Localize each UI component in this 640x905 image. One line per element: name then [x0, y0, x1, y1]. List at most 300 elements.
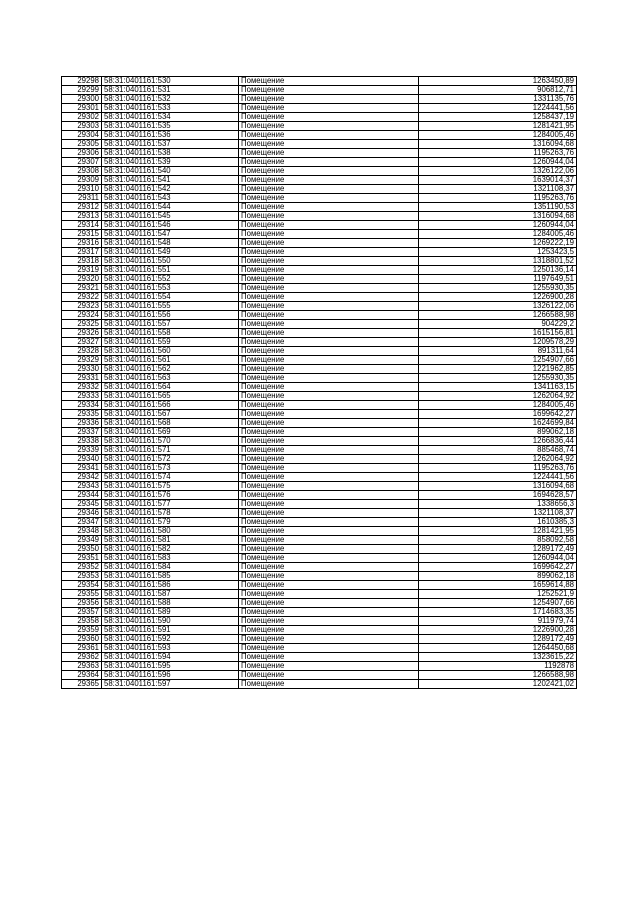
object-type-cell: Помещение [239, 401, 419, 410]
row-number-cell: 29358 [62, 617, 102, 626]
table-row [62, 383, 577, 392]
cadastral-number-cell: 58:31:0401161:591 [102, 626, 239, 635]
table-row [62, 437, 577, 446]
row-number-cell: 29314 [62, 221, 102, 230]
object-type-cell: Помещение [239, 320, 419, 329]
cadastral-number-cell: 58:31:0401161:588 [102, 599, 239, 608]
object-type-cell: Помещение [239, 599, 419, 608]
cadastral-number-cell: 58:31:0401161:542 [102, 185, 239, 194]
cadastral-number-cell: 58:31:0401161:547 [102, 230, 239, 239]
cadastral-value-cell: 1195263,76 [419, 149, 577, 158]
cadastral-number-cell: 58:31:0401161:590 [102, 617, 239, 626]
cadastral-value-cell: 1341163,15 [419, 383, 577, 392]
table-row [62, 158, 577, 167]
cadastral-value-cell: 1316094,68 [419, 482, 577, 491]
object-type-cell: Помещение [239, 365, 419, 374]
cadastral-value-cell: 1226900,28 [419, 626, 577, 635]
cadastral-value-cell: 1316094,68 [419, 212, 577, 221]
table-row [62, 671, 577, 680]
cadastral-value-cell: 1284005,46 [419, 230, 577, 239]
table-row [62, 536, 577, 545]
cadastral-number-cell: 58:31:0401161:558 [102, 329, 239, 338]
cadastral-value-cell: 1351190,53 [419, 203, 577, 212]
table-row [62, 455, 577, 464]
cadastral-value-cell: 1255930,35 [419, 284, 577, 293]
cadastral-number-cell: 58:31:0401161:592 [102, 635, 239, 644]
row-number-cell: 29329 [62, 356, 102, 365]
cadastral-number-cell: 58:31:0401161:595 [102, 662, 239, 671]
row-number-cell: 29356 [62, 599, 102, 608]
cadastral-value-cell: 1258437,19 [419, 113, 577, 122]
cadastral-number-cell: 58:31:0401161:576 [102, 491, 239, 500]
cadastral-value-cell: 1260944,04 [419, 221, 577, 230]
cadastral-number-cell: 58:31:0401161:573 [102, 464, 239, 473]
table-row [62, 95, 577, 104]
row-number-cell: 29362 [62, 653, 102, 662]
object-type-cell: Помещение [239, 203, 419, 212]
cadastral-number-cell: 58:31:0401161:583 [102, 554, 239, 563]
table-row [62, 239, 577, 248]
table-row [62, 212, 577, 221]
object-type-cell: Помещение [239, 221, 419, 230]
row-number-cell: 29307 [62, 158, 102, 167]
cadastral-number-cell: 58:31:0401161:539 [102, 158, 239, 167]
object-type-cell: Помещение [239, 509, 419, 518]
cadastral-number-cell: 58:31:0401161:544 [102, 203, 239, 212]
row-number-cell: 29361 [62, 644, 102, 653]
row-number-cell: 29301 [62, 104, 102, 113]
row-number-cell: 29302 [62, 113, 102, 122]
table-row [62, 464, 577, 473]
object-type-cell: Помещение [239, 500, 419, 509]
object-type-cell: Помещение [239, 437, 419, 446]
object-type-cell: Помещение [239, 374, 419, 383]
table-row [62, 347, 577, 356]
table-row [62, 554, 577, 563]
row-number-cell: 29359 [62, 626, 102, 635]
table-row [62, 293, 577, 302]
row-number-cell: 29310 [62, 185, 102, 194]
table-row [62, 653, 577, 662]
row-number-cell: 29300 [62, 95, 102, 104]
table-row [62, 365, 577, 374]
table-row [62, 266, 577, 275]
object-type-cell: Помещение [239, 473, 419, 482]
table-row [62, 194, 577, 203]
cadastral-value-cell: 899062,18 [419, 572, 577, 581]
cadastral-value-cell: 1615156,81 [419, 329, 577, 338]
cadastral-number-cell: 58:31:0401161:562 [102, 365, 239, 374]
cadastral-number-cell: 58:31:0401161:563 [102, 374, 239, 383]
object-type-cell: Помещение [239, 212, 419, 221]
object-type-cell: Помещение [239, 77, 419, 86]
object-type-cell: Помещение [239, 338, 419, 347]
table-row [62, 446, 577, 455]
table-row [62, 662, 577, 671]
row-number-cell: 29360 [62, 635, 102, 644]
cadastral-number-cell: 58:31:0401161:559 [102, 338, 239, 347]
row-number-cell: 29319 [62, 266, 102, 275]
object-type-cell: Помещение [239, 581, 419, 590]
row-number-cell: 29311 [62, 194, 102, 203]
object-type-cell: Помещение [239, 563, 419, 572]
table-row [62, 491, 577, 500]
table-row [62, 356, 577, 365]
row-number-cell: 29335 [62, 410, 102, 419]
row-number-cell: 29351 [62, 554, 102, 563]
object-type-cell: Помещение [239, 230, 419, 239]
table-row [62, 302, 577, 311]
cadastral-number-cell: 58:31:0401161:553 [102, 284, 239, 293]
table-row [62, 626, 577, 635]
cadastral-number-cell: 58:31:0401161:571 [102, 446, 239, 455]
object-type-cell: Помещение [239, 113, 419, 122]
cadastral-number-cell: 58:31:0401161:555 [102, 302, 239, 311]
object-type-cell: Помещение [239, 122, 419, 131]
table-row [62, 329, 577, 338]
object-type-cell: Помещение [239, 392, 419, 401]
row-number-cell: 29309 [62, 176, 102, 185]
object-type-cell: Помещение [239, 419, 419, 428]
row-number-cell: 29349 [62, 536, 102, 545]
cadastral-value-cell: 911979,74 [419, 617, 577, 626]
row-number-cell: 29332 [62, 383, 102, 392]
table-row [62, 527, 577, 536]
row-number-cell: 29327 [62, 338, 102, 347]
object-type-cell: Помещение [239, 626, 419, 635]
row-number-cell: 29324 [62, 311, 102, 320]
cadastral-value-cell: 1202421,02 [419, 680, 577, 689]
row-number-cell: 29337 [62, 428, 102, 437]
object-type-cell: Помещение [239, 176, 419, 185]
table-row [62, 374, 577, 383]
cadastral-value-cell: 1610385,3 [419, 518, 577, 527]
table-row [62, 203, 577, 212]
object-type-cell: Помещение [239, 194, 419, 203]
cadastral-value-cell: 1284005,46 [419, 131, 577, 140]
cadastral-value-cell: 1326122,06 [419, 167, 577, 176]
cadastral-value-table [61, 76, 577, 689]
cadastral-number-cell: 58:31:0401161:540 [102, 167, 239, 176]
table-row [62, 122, 577, 131]
row-number-cell: 29348 [62, 527, 102, 536]
cadastral-number-cell: 58:31:0401161:596 [102, 671, 239, 680]
cadastral-value-cell: 1699642,27 [419, 410, 577, 419]
row-number-cell: 29343 [62, 482, 102, 491]
cadastral-number-cell: 58:31:0401161:530 [102, 77, 239, 86]
table-row [62, 248, 577, 257]
row-number-cell: 29325 [62, 320, 102, 329]
object-type-cell: Помещение [239, 572, 419, 581]
cadastral-value-cell: 1209578,29 [419, 338, 577, 347]
row-number-cell: 29354 [62, 581, 102, 590]
table-row [62, 419, 577, 428]
cadastral-number-cell: 58:31:0401161:561 [102, 356, 239, 365]
cadastral-value-cell: 1659614,88 [419, 581, 577, 590]
table-row [62, 320, 577, 329]
object-type-cell: Помещение [239, 491, 419, 500]
object-type-cell: Помещение [239, 302, 419, 311]
table-row [62, 257, 577, 266]
cadastral-value-cell: 906812,71 [419, 86, 577, 95]
cadastral-value-cell: 1262064,92 [419, 392, 577, 401]
cadastral-value-cell: 1192878 [419, 662, 577, 671]
cadastral-value-cell: 1323615,22 [419, 653, 577, 662]
cadastral-value-cell: 1260944,04 [419, 554, 577, 563]
cadastral-number-cell: 58:31:0401161:537 [102, 140, 239, 149]
cadastral-value-cell: 891311,64 [419, 347, 577, 356]
cadastral-value-cell: 1318801,52 [419, 257, 577, 266]
cadastral-value-cell: 1321108,37 [419, 185, 577, 194]
table-row [62, 86, 577, 95]
cadastral-value-cell: 1331135,76 [419, 95, 577, 104]
object-type-cell: Помещение [239, 284, 419, 293]
document-page [61, 76, 576, 689]
cadastral-number-cell: 58:31:0401161:560 [102, 347, 239, 356]
cadastral-value-cell: 1254907,66 [419, 599, 577, 608]
object-type-cell: Помещение [239, 383, 419, 392]
table-row [62, 401, 577, 410]
cadastral-value-cell: 1266588,98 [419, 671, 577, 680]
object-type-cell: Помещение [239, 311, 419, 320]
cadastral-number-cell: 58:31:0401161:541 [102, 176, 239, 185]
cadastral-value-cell: 1226900,28 [419, 293, 577, 302]
cadastral-value-cell: 1250136,14 [419, 266, 577, 275]
cadastral-value-cell: 1281421,95 [419, 122, 577, 131]
object-type-cell: Помещение [239, 410, 419, 419]
object-type-cell: Помещение [239, 95, 419, 104]
table-row [62, 599, 577, 608]
cadastral-number-cell: 58:31:0401161:565 [102, 392, 239, 401]
table-row [62, 473, 577, 482]
cadastral-value-cell: 1254907,66 [419, 356, 577, 365]
cadastral-value-cell: 885468,74 [419, 446, 577, 455]
row-number-cell: 29353 [62, 572, 102, 581]
row-number-cell: 29344 [62, 491, 102, 500]
table-row [62, 185, 577, 194]
object-type-cell: Помещение [239, 608, 419, 617]
cadastral-value-cell: 1253423,5 [419, 248, 577, 257]
object-type-cell: Помещение [239, 545, 419, 554]
cadastral-value-cell: 1263450,89 [419, 77, 577, 86]
row-number-cell: 29347 [62, 518, 102, 527]
row-number-cell: 29346 [62, 509, 102, 518]
cadastral-value-cell: 1269222,19 [419, 239, 577, 248]
table-row [62, 572, 577, 581]
object-type-cell: Помещение [239, 248, 419, 257]
cadastral-number-cell: 58:31:0401161:556 [102, 311, 239, 320]
object-type-cell: Помещение [239, 275, 419, 284]
row-number-cell: 29306 [62, 149, 102, 158]
cadastral-number-cell: 58:31:0401161:574 [102, 473, 239, 482]
row-number-cell: 29339 [62, 446, 102, 455]
row-number-cell: 29328 [62, 347, 102, 356]
object-type-cell: Помещение [239, 356, 419, 365]
row-number-cell: 29350 [62, 545, 102, 554]
cadastral-value-cell: 899062,18 [419, 428, 577, 437]
cadastral-value-cell: 858092,58 [419, 536, 577, 545]
object-type-cell: Помещение [239, 590, 419, 599]
table-row [62, 635, 577, 644]
row-number-cell: 29331 [62, 374, 102, 383]
cadastral-number-cell: 58:31:0401161:550 [102, 257, 239, 266]
cadastral-value-cell: 1255930,35 [419, 374, 577, 383]
table-row [62, 608, 577, 617]
table-row [62, 644, 577, 653]
row-number-cell: 29334 [62, 401, 102, 410]
row-number-cell: 29355 [62, 590, 102, 599]
table-row [62, 113, 577, 122]
table-row [62, 167, 577, 176]
cadastral-value-cell: 904229,2 [419, 320, 577, 329]
row-number-cell: 29299 [62, 86, 102, 95]
cadastral-value-cell: 1624699,84 [419, 419, 577, 428]
object-type-cell: Помещение [239, 554, 419, 563]
cadastral-number-cell: 58:31:0401161:568 [102, 419, 239, 428]
cadastral-value-cell: 1694628,57 [419, 491, 577, 500]
cadastral-number-cell: 58:31:0401161:531 [102, 86, 239, 95]
row-number-cell: 29318 [62, 257, 102, 266]
cadastral-value-cell: 1221962,85 [419, 365, 577, 374]
table-row [62, 221, 577, 230]
cadastral-value-cell: 1197649,51 [419, 275, 577, 284]
cadastral-number-cell: 58:31:0401161:552 [102, 275, 239, 284]
table-row [62, 338, 577, 347]
object-type-cell: Помещение [239, 185, 419, 194]
table-row [62, 77, 577, 86]
cadastral-value-cell: 1224441,56 [419, 104, 577, 113]
row-number-cell: 29363 [62, 662, 102, 671]
object-type-cell: Помещение [239, 131, 419, 140]
row-number-cell: 29298 [62, 77, 102, 86]
table-row [62, 104, 577, 113]
cadastral-number-cell: 58:31:0401161:533 [102, 104, 239, 113]
row-number-cell: 29304 [62, 131, 102, 140]
object-type-cell: Помещение [239, 518, 419, 527]
cadastral-value-cell: 1252521,9 [419, 590, 577, 599]
row-number-cell: 29352 [62, 563, 102, 572]
row-number-cell: 29317 [62, 248, 102, 257]
row-number-cell: 29341 [62, 464, 102, 473]
cadastral-value-cell: 1316094,68 [419, 140, 577, 149]
row-number-cell: 29315 [62, 230, 102, 239]
table-row [62, 140, 577, 149]
table-row [62, 563, 577, 572]
row-number-cell: 29365 [62, 680, 102, 689]
table-row [62, 131, 577, 140]
table-row [62, 284, 577, 293]
table-row [62, 482, 577, 491]
object-type-cell: Помещение [239, 446, 419, 455]
object-type-cell: Помещение [239, 527, 419, 536]
object-type-cell: Помещение [239, 680, 419, 689]
row-number-cell: 29320 [62, 275, 102, 284]
cadastral-value-cell: 1264450,68 [419, 644, 577, 653]
cadastral-value-cell: 1195263,76 [419, 464, 577, 473]
object-type-cell: Помещение [239, 293, 419, 302]
table-row [62, 509, 577, 518]
table-row [62, 410, 577, 419]
cadastral-number-cell: 58:31:0401161:585 [102, 572, 239, 581]
cadastral-number-cell: 58:31:0401161:597 [102, 680, 239, 689]
cadastral-value-cell: 1260944,04 [419, 158, 577, 167]
object-type-cell: Помещение [239, 266, 419, 275]
cadastral-number-cell: 58:31:0401161:584 [102, 563, 239, 572]
object-type-cell: Помещение [239, 617, 419, 626]
cadastral-value-cell: 1714683,35 [419, 608, 577, 617]
row-number-cell: 29340 [62, 455, 102, 464]
table-row [62, 680, 577, 689]
row-number-cell: 29316 [62, 239, 102, 248]
cadastral-number-cell: 58:31:0401161:570 [102, 437, 239, 446]
table-row [62, 176, 577, 185]
table-row [62, 392, 577, 401]
row-number-cell: 29336 [62, 419, 102, 428]
object-type-cell: Помещение [239, 329, 419, 338]
object-type-cell: Помещение [239, 653, 419, 662]
cadastral-value-cell: 1326122,06 [419, 302, 577, 311]
cadastral-value-cell: 1338656,3 [419, 500, 577, 509]
cadastral-value-cell: 1262064,92 [419, 455, 577, 464]
object-type-cell: Помещение [239, 347, 419, 356]
cadastral-number-cell: 58:31:0401161:551 [102, 266, 239, 275]
object-type-cell: Помещение [239, 167, 419, 176]
row-number-cell: 29330 [62, 365, 102, 374]
cadastral-value-cell: 1224441,56 [419, 473, 577, 482]
object-type-cell: Помещение [239, 536, 419, 545]
cadastral-number-cell: 58:31:0401161:532 [102, 95, 239, 104]
cadastral-value-cell: 1699642,27 [419, 563, 577, 572]
row-number-cell: 29313 [62, 212, 102, 221]
cadastral-value-cell: 1266588,98 [419, 311, 577, 320]
cadastral-number-cell: 58:31:0401161:535 [102, 122, 239, 131]
row-number-cell: 29322 [62, 293, 102, 302]
cadastral-value-cell: 1639014,37 [419, 176, 577, 185]
cadastral-number-cell: 58:31:0401161:534 [102, 113, 239, 122]
row-number-cell: 29312 [62, 203, 102, 212]
row-number-cell: 29357 [62, 608, 102, 617]
object-type-cell: Помещение [239, 455, 419, 464]
object-type-cell: Помещение [239, 428, 419, 437]
row-number-cell: 29308 [62, 167, 102, 176]
object-type-cell: Помещение [239, 671, 419, 680]
table-row [62, 581, 577, 590]
row-number-cell: 29323 [62, 302, 102, 311]
object-type-cell: Помещение [239, 644, 419, 653]
cadastral-number-cell: 58:31:0401161:567 [102, 410, 239, 419]
object-type-cell: Помещение [239, 104, 419, 113]
object-type-cell: Помещение [239, 482, 419, 491]
cadastral-number-cell: 58:31:0401161:564 [102, 383, 239, 392]
cadastral-value-cell: 1281421,95 [419, 527, 577, 536]
cadastral-value-cell: 1289172,49 [419, 545, 577, 554]
cadastral-number-cell: 58:31:0401161:546 [102, 221, 239, 230]
cadastral-value-cell: 1321108,37 [419, 509, 577, 518]
object-type-cell: Помещение [239, 257, 419, 266]
row-number-cell: 29333 [62, 392, 102, 401]
cadastral-value-cell: 1195263,76 [419, 194, 577, 203]
cadastral-number-cell: 58:31:0401161:538 [102, 149, 239, 158]
cadastral-number-cell: 58:31:0401161:557 [102, 320, 239, 329]
object-type-cell: Помещение [239, 140, 419, 149]
cadastral-number-cell: 58:31:0401161:572 [102, 455, 239, 464]
cadastral-value-cell: 1284005,46 [419, 401, 577, 410]
object-type-cell: Помещение [239, 149, 419, 158]
cadastral-number-cell: 58:31:0401161:543 [102, 194, 239, 203]
cadastral-value-cell: 1289172,49 [419, 635, 577, 644]
row-number-cell: 29326 [62, 329, 102, 338]
table-row [62, 149, 577, 158]
